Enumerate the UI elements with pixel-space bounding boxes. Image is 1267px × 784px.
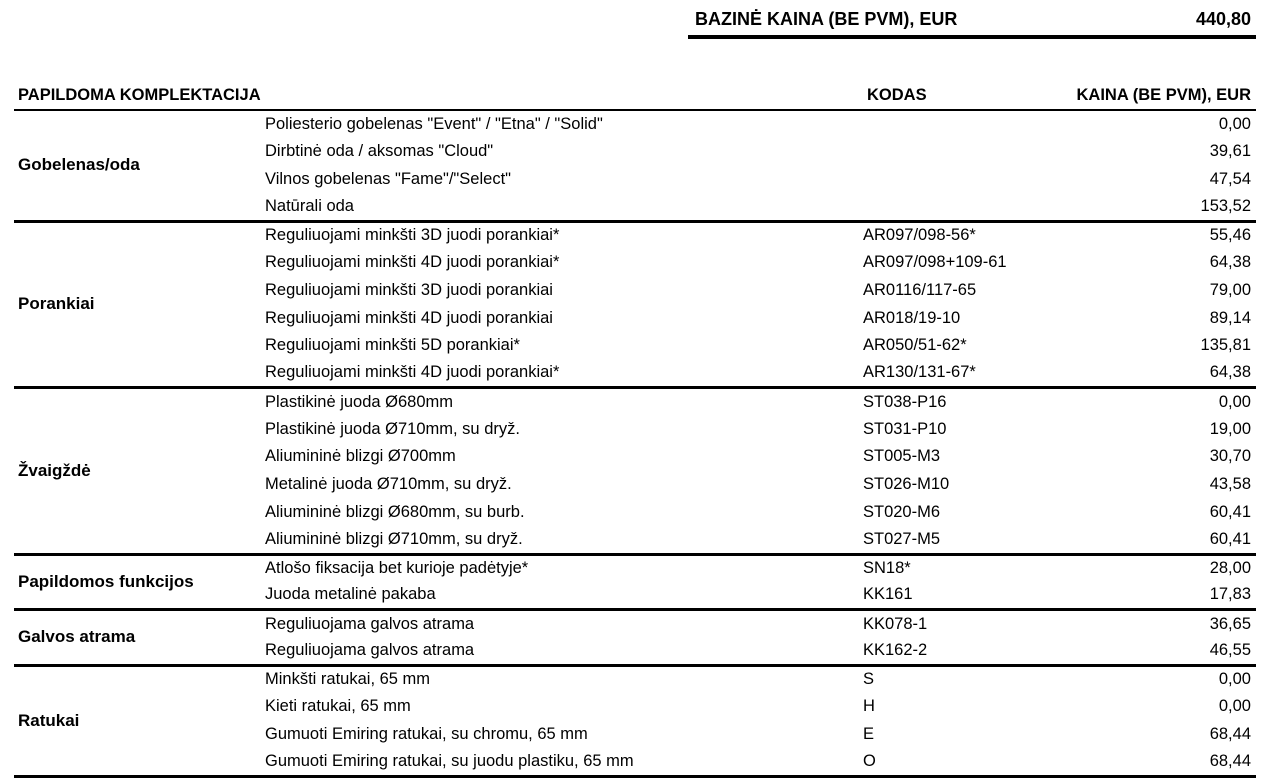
option-label: Metalinė juoda Ø710mm, su dryž. — [265, 475, 512, 494]
table-row — [14, 665, 1256, 693]
option-price: 79,00 — [1209, 280, 1251, 299]
option-label: Juoda metalinė pakaba — [265, 585, 436, 604]
option-code: SN18* — [863, 559, 911, 578]
option-code — [863, 193, 1058, 221]
option-price: 55,46 — [1209, 226, 1251, 245]
col-header-options: PAPILDOMA KOMPLEKTACIJA — [14, 84, 863, 110]
option-code: ST026-M10 — [863, 475, 950, 494]
option-label: Gumuoti Emiring ratukai, su chromu, 65 mm — [265, 724, 588, 743]
option-code: ST005-M3 — [863, 447, 941, 466]
group-cell: Galvos atrama — [18, 627, 136, 647]
option-price: 30,70 — [1209, 447, 1251, 466]
option-price: 0,00 — [1218, 392, 1251, 411]
option-label: Aliumininė blizgi Ø700mm — [265, 447, 456, 466]
option-price: 39,61 — [1209, 142, 1251, 161]
options-table — [14, 84, 1256, 778]
option-price: 64,38 — [1209, 363, 1251, 382]
option-code: AR097/098+109-61 — [863, 253, 1007, 272]
option-code — [863, 166, 1058, 194]
option-label: Atlošo fiksacija bet kurioje padėtyje* — [265, 559, 529, 578]
option-label: Reguliuojami minkšti 3D juodi porankiai* — [265, 226, 560, 245]
option-label: Natūrali oda — [265, 196, 354, 215]
table-row — [14, 554, 1256, 582]
option-code: AR018/19-10 — [863, 308, 961, 327]
option-code: KK161 — [863, 585, 913, 604]
table-row — [14, 610, 1256, 638]
option-price: 153,52 — [1200, 196, 1251, 215]
group-papildomos-funkcijos — [14, 554, 1256, 610]
option-label: Reguliuojama galvos atrama — [265, 640, 475, 659]
group-cell: Žvaigždė — [18, 460, 91, 480]
option-price: 28,00 — [1209, 559, 1251, 578]
option-code: E — [863, 724, 875, 743]
option-price: 135,81 — [1200, 336, 1251, 355]
option-code: AR0116/117-65 — [863, 280, 977, 299]
option-label: Reguliuojami minkšti 5D porankiai* — [265, 336, 520, 355]
option-price: 46,55 — [1209, 640, 1251, 659]
price-sheet-page — [0, 9, 1267, 784]
option-price: 17,83 — [1209, 585, 1251, 604]
group-ratukai — [14, 665, 1256, 776]
option-code: AR130/131-67* — [863, 363, 976, 382]
option-code: ST027-M5 — [863, 529, 941, 548]
group-cell: Ratukai — [18, 710, 80, 730]
option-price: 68,44 — [1209, 751, 1251, 770]
group-cell: Porankiai — [18, 294, 95, 314]
group-porankiai — [14, 221, 1256, 388]
option-code — [863, 138, 1058, 166]
base-price-row — [688, 9, 1256, 39]
option-price: 60,41 — [1209, 502, 1251, 521]
option-price: 0,00 — [1218, 114, 1251, 133]
option-label: Plastikinė juoda Ø710mm, su dryž. — [265, 419, 520, 438]
option-label: Dirbtinė oda / aksomas "Cloud" — [265, 142, 494, 161]
option-price: 68,44 — [1209, 724, 1251, 743]
group-gobelenas-oda — [14, 110, 1256, 221]
option-price: 64,38 — [1209, 253, 1251, 272]
option-label: Reguliuojami minkšti 4D juodi porankiai* — [265, 363, 560, 382]
table-row — [14, 388, 1256, 416]
option-price: 0,00 — [1218, 670, 1251, 689]
option-label: Reguliuojama galvos atrama — [265, 614, 475, 633]
option-label: Kieti ratukai, 65 mm — [265, 697, 411, 716]
col-header-code: KODAS — [863, 84, 1058, 110]
col-header-price: KAINA (BE PVM), EUR — [1058, 84, 1256, 110]
base-price-value: 440,80 — [1195, 9, 1251, 29]
option-code: ST020-M6 — [863, 502, 941, 521]
option-label: Vilnos gobelenas "Fame"/"Select" — [265, 169, 512, 188]
option-label: Reguliuojami minkšti 3D juodi porankiai — [265, 280, 553, 299]
option-label: Aliumininė blizgi Ø680mm, su burb. — [265, 502, 525, 521]
option-price: 0,00 — [1218, 697, 1251, 716]
option-code: AR050/51-62* — [863, 336, 967, 355]
option-code: KK162-2 — [863, 640, 928, 659]
option-code: ST038-P16 — [863, 392, 947, 411]
group-galvos-atrama — [14, 610, 1256, 666]
base-price-label: BAZINĖ KAINA (BE PVM), EUR — [695, 9, 958, 29]
option-price: 43,58 — [1209, 475, 1251, 494]
group-zvaigzde — [14, 388, 1256, 555]
option-price: 36,65 — [1209, 614, 1251, 633]
option-code: ST031-P10 — [863, 419, 947, 438]
group-cell: Papildomos funkcijos — [18, 571, 194, 591]
option-price: 60,41 — [1209, 529, 1251, 548]
option-label: Aliumininė blizgi Ø710mm, su dryž. — [265, 529, 523, 548]
option-label: Minkšti ratukai, 65 mm — [265, 670, 431, 689]
option-label: Poliesterio gobelenas "Event" / "Etna" / "Solid" — [265, 114, 603, 133]
option-code — [863, 110, 1058, 138]
option-price: 47,54 — [1209, 169, 1251, 188]
option-code: AR097/098-56* — [863, 226, 976, 245]
option-code: H — [863, 697, 875, 716]
option-code: KK078-1 — [863, 614, 928, 633]
option-label: Reguliuojami minkšti 4D juodi porankiai — [265, 308, 553, 327]
option-label: Gumuoti Emiring ratukai, su juodu plastiku, 65 mm — [265, 751, 634, 770]
option-price: 89,14 — [1209, 308, 1251, 327]
option-code: S — [863, 670, 875, 689]
table-header-row — [14, 84, 1256, 110]
table-row — [14, 221, 1256, 249]
group-cell: Gobelenas/oda — [18, 155, 140, 175]
option-price: 19,00 — [1209, 419, 1251, 438]
options-table-wrap — [14, 84, 1256, 778]
table-row — [14, 110, 1256, 138]
option-code: O — [863, 751, 876, 770]
option-label: Plastikinė juoda Ø680mm — [265, 392, 454, 411]
option-label: Reguliuojami minkšti 4D juodi porankiai* — [265, 253, 560, 272]
